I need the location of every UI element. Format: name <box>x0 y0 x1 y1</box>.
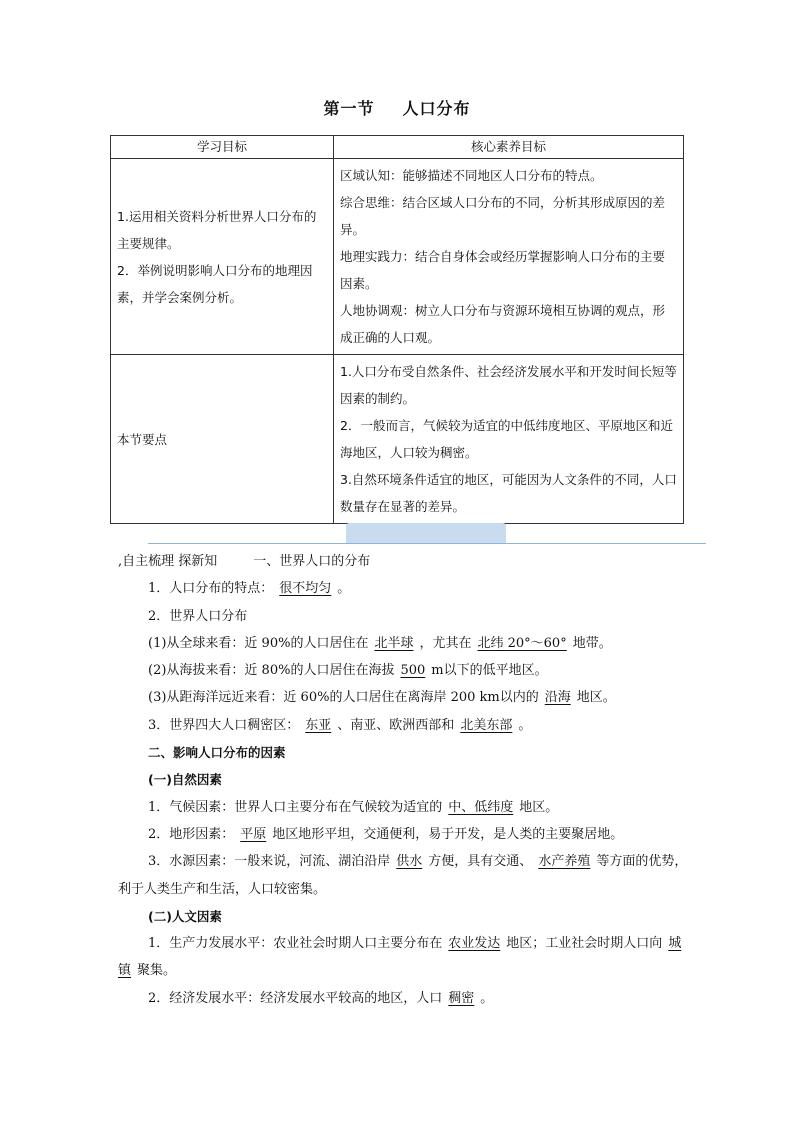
blank-answer: 北半球 <box>374 635 414 651</box>
line-6 <box>118 712 688 739</box>
intro-line <box>118 548 688 575</box>
text: 地区地形平坦，交通便利，易于开发，是人类的主要聚居地。 <box>272 826 624 842</box>
text: 地区。 <box>576 690 616 706</box>
text: 方便，具有交通、 <box>428 854 533 870</box>
table-row <box>111 159 684 355</box>
core-goals-cell <box>334 159 684 355</box>
text: 、南亚、欧洲西部和 <box>337 717 455 733</box>
line-1 <box>118 575 688 602</box>
blank-answer: 北美东部 <box>460 717 513 733</box>
text: 2．地形因素： <box>148 826 235 842</box>
core-goal-2: 综合思维：结合区域人口分布的不同，分析其形成原因的差异。 <box>340 195 666 237</box>
line-4 <box>118 657 688 684</box>
section1-heading: 一、世界人口的分布 <box>253 554 371 569</box>
text: m以下的低平地区。 <box>431 663 548 679</box>
main-content <box>118 548 688 1012</box>
header-core-goals: 核心素养目标 <box>334 136 684 159</box>
blank-answer: 农业发达 <box>448 936 501 952</box>
line-11 <box>118 985 688 1012</box>
text: 。 <box>337 581 351 597</box>
text: 地区。 <box>519 799 559 815</box>
blank-answer: 城镇 <box>118 936 682 979</box>
line-7 <box>118 794 688 821</box>
key-points-label: 本节要点 <box>111 355 334 524</box>
key-points-cell <box>334 355 684 524</box>
blank-answer: 平原 <box>240 826 267 842</box>
header-learning-goals: 学习目标 <box>111 136 334 159</box>
page-title <box>0 96 794 119</box>
text: 。 <box>480 990 494 1006</box>
blank-answer: 北纬 20°～60° <box>477 635 567 651</box>
text: (2)从海拔来看：近 80%的人口居住在海拔 <box>148 663 395 679</box>
blank-answer: 500 <box>400 663 426 679</box>
blank-answer: 很不均匀 <box>279 581 332 597</box>
text: 聚集。 <box>137 963 177 979</box>
text: 1．人口分布的特点： <box>148 581 274 597</box>
section-divider <box>148 543 706 544</box>
core-goal-4: 人地协调观：树立人口分布与资源环境相互协调的观点，形成正确的人口观。 <box>340 303 666 345</box>
line-10 <box>118 930 688 985</box>
text: 3．世界四大人口稠密区： <box>148 717 300 733</box>
blank-answer: 中、低纬度 <box>448 799 514 815</box>
text: 地区；工业社会时期人口向 <box>506 936 663 952</box>
text: 地带。 <box>572 635 612 651</box>
subheading-natural: (一)自然因素 <box>148 772 222 788</box>
blank-answer: 水产养殖 <box>538 854 591 870</box>
section-banner <box>346 523 506 543</box>
text: (1)从全球来看：近 90%的人口居住在 <box>148 635 369 651</box>
line-9 <box>118 848 688 903</box>
text: 2．经济发展水平：经济发展水平较高的地区，人口 <box>148 990 443 1006</box>
line-8 <box>118 821 688 848</box>
blank-answer: 供水 <box>396 854 423 870</box>
blank-answer: 沿海 <box>544 690 571 706</box>
text: 等方面的优势，利于人类生产和生活，人口较密集。 <box>118 854 688 897</box>
core-goal-3: 地理实践力：结合自身体会或经历掌握影响人口分布的主要因素。 <box>340 249 666 291</box>
title-part1: 第一节 <box>323 99 375 118</box>
text: 1．气候因素：世界人口主要分布在气候较为适宜的 <box>148 799 443 815</box>
key-point-1: 1.人口分布受自然条件、社会经济发展水平和开发时间长短等因素的制约。 <box>340 364 677 406</box>
learning-goal-2: 2．举例说明影响人口分布的地理因素，并学会案例分析。 <box>117 262 313 305</box>
key-point-3: 3.自然环境条件适宜的地区，可能因为人文条件的不同，人口数量存在显著的差异。 <box>340 472 677 514</box>
text: 。 <box>518 717 532 733</box>
key-point-2: 2．一般而言，气候较为适宜的中低纬度地区、平原地区和近海地区，人口较为稠密。 <box>340 418 673 460</box>
blank-answer: 东亚 <box>305 717 332 733</box>
line-3 <box>118 630 688 657</box>
table-header-row <box>111 136 684 159</box>
intro-label: ,自主梳理 探新知 <box>118 554 218 569</box>
text: ，尤其在 <box>419 635 472 651</box>
title-part2: 人口分布 <box>402 99 471 118</box>
objectives-table <box>110 135 684 524</box>
text: (3)从距海洋远近来看：近 60%的人口居住在离海岸 200 km以内的 <box>148 690 539 706</box>
core-goal-1: 区域认知：能够描述不同地区人口分布的特点。 <box>340 168 603 183</box>
table-row <box>111 355 684 524</box>
blank-answer: 稠密 <box>448 990 475 1006</box>
text: 3．水源因素：一般来说，河流、湖泊沿岸 <box>148 854 391 870</box>
line-5 <box>118 684 688 711</box>
subheading-human: (二)人文因素 <box>148 908 222 924</box>
learning-goal-1: 1.运用相关资料分析世界人口分布的主要规律。 <box>117 208 317 251</box>
text: 1．生产力发展水平：农业社会时期人口主要分布在 <box>148 936 443 952</box>
section2-heading: 二、影响人口分布的因素 <box>148 745 286 761</box>
line-2: 2．世界人口分布 <box>148 608 248 624</box>
learning-goals-cell <box>111 159 334 355</box>
